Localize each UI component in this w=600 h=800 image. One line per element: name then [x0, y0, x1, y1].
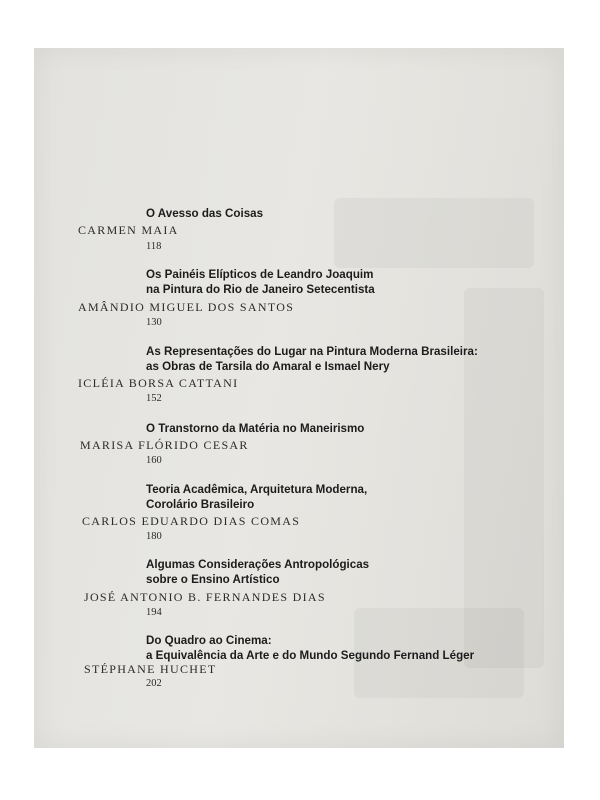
entry-page-number: 194: [146, 607, 162, 618]
entry-author: MARISA FLÓRIDO CESAR: [80, 438, 249, 452]
entry-title-line: na Pintura do Rio de Janeiro Setecentista: [146, 283, 375, 296]
entry-title-line: Os Painéis Elípticos de Leandro Joaquim: [146, 268, 374, 281]
entry-author: CARMEN MAIA: [78, 223, 179, 237]
entry-title-line: O Transtorno da Matéria no Maneirismo: [146, 422, 365, 435]
entry-title-line: a Equivalência da Arte e do Mundo Segundo Fernand Léger: [146, 649, 475, 662]
entry-title-line: As Representações do Lugar na Pintura Moderna Brasileira:: [146, 345, 478, 358]
entry-page-number: 118: [146, 241, 162, 252]
entry-page-number: 160: [146, 455, 162, 466]
entry-author: CARLOS EDUARDO DIAS COMAS: [82, 514, 301, 528]
entry-page-number: 152: [146, 393, 162, 404]
entry-author: JOSÉ ANTONIO B. FERNANDES DIAS: [84, 590, 326, 604]
entry-author: AMÂNDIO MIGUEL DOS SANTOS: [78, 300, 295, 314]
show-through-shape: [334, 198, 534, 268]
entry-title-line: Teoria Acadêmica, Arquitetura Moderna,: [146, 483, 368, 496]
entry-author: STÉPHANE HUCHET: [84, 662, 217, 676]
entry-page-number: 130: [146, 317, 162, 328]
entry-title-line: sobre o Ensino Artístico: [146, 573, 280, 586]
entry-title-line: Algumas Considerações Antropológicas: [146, 558, 370, 571]
entry-page-number: 180: [146, 531, 162, 542]
entry-author: ICLÉIA BORSA CATTANI: [78, 376, 239, 390]
entry-title-line: O Avesso das Coisas: [146, 207, 264, 220]
entry-page-number: 202: [146, 678, 162, 689]
book-page: [34, 48, 564, 748]
entry-title-line: Do Quadro ao Cinema:: [146, 634, 272, 647]
entry-title-line: as Obras de Tarsila do Amaral e Ismael Nery: [146, 360, 390, 373]
entry-title-line: Corolário Brasileiro: [146, 498, 255, 511]
